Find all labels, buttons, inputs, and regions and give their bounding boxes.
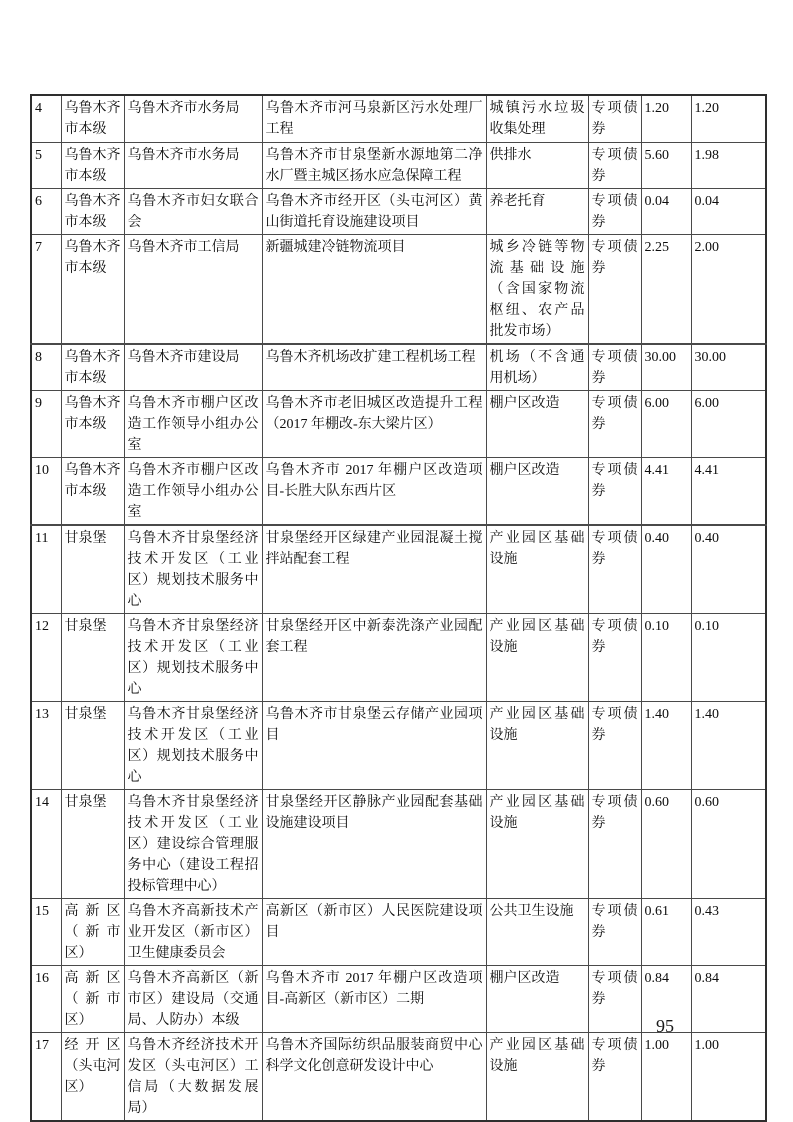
cell-amount-1: 0.60: [641, 789, 691, 898]
cell-project-name: 乌鲁木齐市经开区（头屯河区）黄山街道托育设施建设项目: [262, 188, 486, 234]
cell-category: 产业园区基础设施: [486, 789, 588, 898]
cell-row-number: 12: [31, 613, 61, 701]
cell-amount-2: 2.00: [691, 234, 766, 344]
cell-bond-type: 专项债券: [588, 898, 641, 965]
cell-unit: 乌鲁木齐高新技术产业开发区（新市区）卫生健康委员会: [124, 898, 262, 965]
cell-row-number: 10: [31, 457, 61, 525]
cell-project-name: 乌鲁木齐市老旧城区改造提升工程（2017 年棚改-东大梁片区）: [262, 390, 486, 457]
cell-amount-2: 1.40: [691, 701, 766, 789]
cell-amount-2: 1.98: [691, 142, 766, 188]
cell-amount-2: 6.00: [691, 390, 766, 457]
cell-amount-1: 30.00: [641, 344, 691, 391]
cell-unit: 乌鲁木齐经济技术开发区（头屯河区）工信局（大数据发展局）: [124, 1032, 262, 1121]
cell-project-name: 乌鲁木齐市 2017 年棚户区改造项目-高新区（新市区）二期: [262, 965, 486, 1032]
cell-amount-2: 30.00: [691, 344, 766, 391]
cell-region: 乌鲁木齐市本级: [61, 95, 124, 142]
cell-unit: 乌鲁木齐市建设局: [124, 344, 262, 391]
cell-amount-1: 2.25: [641, 234, 691, 344]
cell-amount-1: 4.41: [641, 457, 691, 525]
cell-unit: 乌鲁木齐市妇女联合会: [124, 188, 262, 234]
cell-row-number: 15: [31, 898, 61, 965]
cell-bond-type: 专项债券: [588, 142, 641, 188]
cell-bond-type: 专项债券: [588, 95, 641, 142]
table-row: [31, 525, 766, 614]
cell-unit: 乌鲁木齐高新区（新市区）建设局（交通局、人防办）本级: [124, 965, 262, 1032]
cell-region: 甘泉堡: [61, 613, 124, 701]
cell-bond-type: 专项债券: [588, 188, 641, 234]
cell-amount-2: 0.43: [691, 898, 766, 965]
cell-row-number: 4: [31, 95, 61, 142]
cell-row-number: 6: [31, 188, 61, 234]
cell-amount-2: 0.04: [691, 188, 766, 234]
cell-row-number: 11: [31, 525, 61, 614]
cell-category: 棚户区改造: [486, 965, 588, 1032]
cell-project-name: 乌鲁木齐市河马泉新区污水处理厂工程: [262, 95, 486, 142]
cell-amount-2: 0.84: [691, 965, 766, 1032]
cell-project-name: 高新区（新市区）人民医院建设项目: [262, 898, 486, 965]
cell-region: 经 开 区（头屯河区）: [61, 1032, 124, 1121]
cell-bond-type: 专项债券: [588, 525, 641, 614]
cell-row-number: 14: [31, 789, 61, 898]
cell-project-name: 乌鲁木齐市甘泉堡云存储产业园项目: [262, 701, 486, 789]
page-number: 95: [656, 1016, 674, 1036]
cell-amount-1: 0.10: [641, 613, 691, 701]
cell-amount-2: 1.00: [691, 1032, 766, 1121]
cell-row-number: 5: [31, 142, 61, 188]
table-row: [31, 95, 766, 142]
cell-region: 甘泉堡: [61, 525, 124, 614]
cell-category: 产业园区基础设施: [486, 613, 588, 701]
cell-unit: 乌鲁木齐甘泉堡经济技术开发区（工业区）规划技术服务中心: [124, 701, 262, 789]
cell-bond-type: 专项债券: [588, 701, 641, 789]
table-row: [31, 234, 766, 344]
cell-region: 乌鲁木齐市本级: [61, 142, 124, 188]
cell-amount-2: 0.40: [691, 525, 766, 614]
cell-unit: 乌鲁木齐市工信局: [124, 234, 262, 344]
table-row: [31, 188, 766, 234]
cell-bond-type: 专项债券: [588, 613, 641, 701]
cell-row-number: 17: [31, 1032, 61, 1121]
cell-project-name: 乌鲁木齐市甘泉堡新水源地第二净水厂暨主城区扬水应急保障工程: [262, 142, 486, 188]
cell-amount-1: 1.00: [641, 1032, 691, 1121]
cell-region: 甘泉堡: [61, 789, 124, 898]
cell-region: 甘泉堡: [61, 701, 124, 789]
cell-row-number: 9: [31, 390, 61, 457]
cell-region: 乌鲁木齐市本级: [61, 344, 124, 391]
cell-bond-type: 专项债券: [588, 234, 641, 344]
cell-bond-type: 专项债券: [588, 965, 641, 1032]
cell-row-number: 7: [31, 234, 61, 344]
cell-category: 产业园区基础设施: [486, 525, 588, 614]
cell-unit: 乌鲁木齐市棚户区改造工作领导小组办公室: [124, 457, 262, 525]
cell-category: 公共卫生设施: [486, 898, 588, 965]
cell-project-name: 甘泉堡经开区绿建产业园混凝土搅拌站配套工程: [262, 525, 486, 614]
cell-amount-1: 6.00: [641, 390, 691, 457]
cell-unit: 乌鲁木齐市水务局: [124, 95, 262, 142]
cell-bond-type: 专项债券: [588, 1032, 641, 1121]
cell-bond-type: 专项债券: [588, 789, 641, 898]
table-row: [31, 1032, 766, 1121]
cell-region: 高 新 区（ 新 市 区）: [61, 965, 124, 1032]
cell-project-name: 乌鲁木齐机场改扩建工程机场工程: [262, 344, 486, 391]
cell-category: 城乡冷链等物流基础设施（含国家物流枢纽、农产品批发市场）: [486, 234, 588, 344]
cell-amount-2: 0.10: [691, 613, 766, 701]
cell-unit: 乌鲁木齐市水务局: [124, 142, 262, 188]
bond-projects-table: [30, 94, 767, 1122]
table-row: [31, 457, 766, 525]
cell-unit: 乌鲁木齐甘泉堡经济技术开发区（工业区）规划技术服务中心: [124, 525, 262, 614]
cell-project-name: 甘泉堡经开区中新泰洗涤产业园配套工程: [262, 613, 486, 701]
cell-category: 棚户区改造: [486, 390, 588, 457]
cell-region: 乌鲁木齐市本级: [61, 188, 124, 234]
cell-region: 乌鲁木齐市本级: [61, 457, 124, 525]
cell-category: 机场（不含通用机场）: [486, 344, 588, 391]
table-body: [31, 95, 766, 1121]
table-row: [31, 344, 766, 391]
cell-amount-2: 0.60: [691, 789, 766, 898]
table-row: [31, 789, 766, 898]
cell-project-name: 乌鲁木齐国际纺织品服装商贸中心科学文化创意研发设计中心: [262, 1032, 486, 1121]
cell-category: 供排水: [486, 142, 588, 188]
cell-category: 棚户区改造: [486, 457, 588, 525]
table-row: [31, 142, 766, 188]
cell-bond-type: 专项债券: [588, 457, 641, 525]
cell-region: 高 新 区（ 新 市 区）: [61, 898, 124, 965]
cell-bond-type: 专项债券: [588, 344, 641, 391]
cell-project-name: 乌鲁木齐市 2017 年棚户区改造项目-长胜大队东西片区: [262, 457, 486, 525]
cell-region: 乌鲁木齐市本级: [61, 390, 124, 457]
cell-unit: 乌鲁木齐市棚户区改造工作领导小组办公室: [124, 390, 262, 457]
cell-category: 产业园区基础设施: [486, 1032, 588, 1121]
cell-category: 城镇污水垃圾收集处理: [486, 95, 588, 142]
cell-region: 乌鲁木齐市本级: [61, 234, 124, 344]
cell-amount-1: 1.40: [641, 701, 691, 789]
cell-amount-1: 0.84: [641, 965, 691, 1032]
table-row: [31, 613, 766, 701]
cell-project-name: 甘泉堡经开区静脉产业园配套基础设施建设项目: [262, 789, 486, 898]
cell-amount-2: 1.20: [691, 95, 766, 142]
cell-row-number: 8: [31, 344, 61, 391]
cell-amount-1: 0.40: [641, 525, 691, 614]
cell-bond-type: 专项债券: [588, 390, 641, 457]
cell-unit: 乌鲁木齐甘泉堡经济技术开发区（工业区）建设综合管理服务中心（建设工程招投标管理中心）: [124, 789, 262, 898]
cell-amount-1: 0.61: [641, 898, 691, 965]
cell-amount-1: 1.20: [641, 95, 691, 142]
cell-amount-1: 5.60: [641, 142, 691, 188]
cell-project-name: 新疆城建冷链物流项目: [262, 234, 486, 344]
cell-row-number: 13: [31, 701, 61, 789]
table-row: [31, 390, 766, 457]
table-row: [31, 701, 766, 789]
cell-amount-1: 0.04: [641, 188, 691, 234]
cell-amount-2: 4.41: [691, 457, 766, 525]
cell-category: 产业园区基础设施: [486, 701, 588, 789]
cell-row-number: 16: [31, 965, 61, 1032]
table-row: [31, 898, 766, 965]
cell-category: 养老托育: [486, 188, 588, 234]
cell-unit: 乌鲁木齐甘泉堡经济技术开发区（工业区）规划技术服务中心: [124, 613, 262, 701]
